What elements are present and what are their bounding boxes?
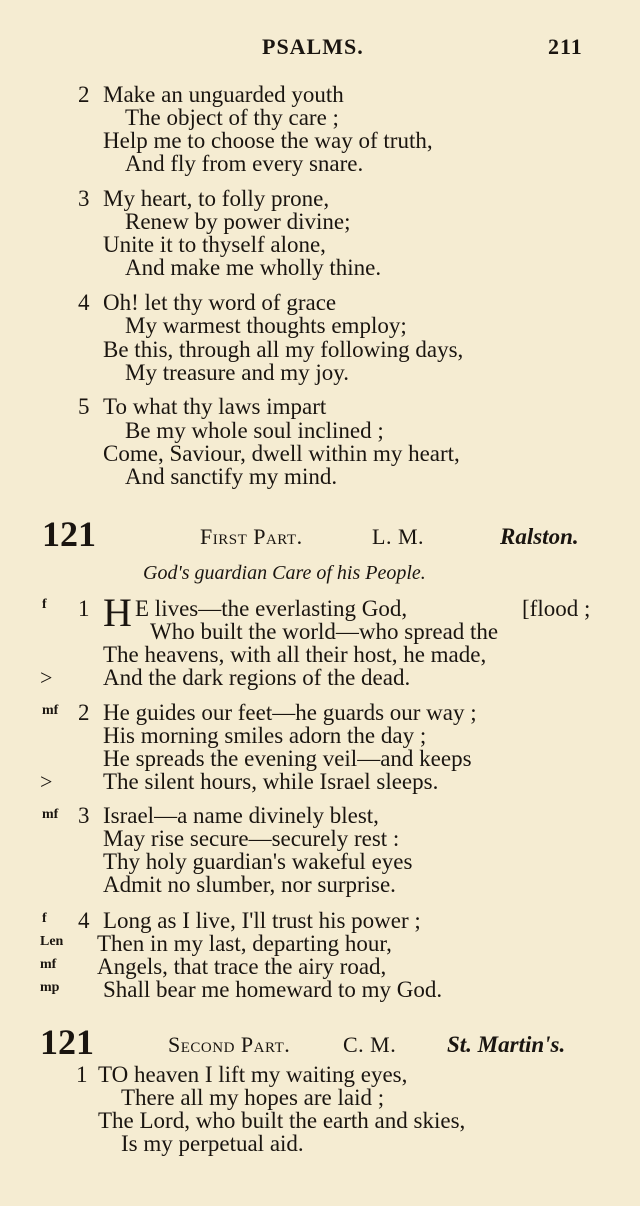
dynamic-mark: mf [40, 957, 57, 972]
verse-line: And the dark regions of the dead. [103, 665, 411, 690]
dynamic-mark: mf [42, 807, 59, 822]
verse-line: Come, Saviour, dwell within my heart, [103, 441, 460, 466]
verse-line: My warmest thoughts employ; [125, 313, 407, 338]
dynamic-mark: f [42, 911, 47, 926]
verse-line: Help me to choose the way of truth, [103, 128, 433, 153]
tune-name: St. Martin's. [447, 1032, 566, 1057]
hymn-part: Second Part. [168, 1032, 291, 1057]
verse-line: The Lord, who built the earth and skies, [98, 1108, 466, 1133]
verse-line: My heart, to folly prone, [103, 186, 330, 211]
hymn-meter: L. M. [372, 524, 424, 549]
verse-line: Long as I live, I'll trust his power ; [103, 908, 421, 933]
stanza-number: 4 [78, 908, 90, 933]
tune-name: Ralston. [500, 524, 579, 549]
verse-line: Is my perpetual aid. [121, 1131, 304, 1156]
hymn-number: 121 [40, 1022, 94, 1062]
dynamic-mark: mp [40, 980, 60, 995]
verse-line: Be this, through all my following days, [103, 337, 464, 362]
verse-line: The silent hours, while Israel sleeps. [103, 769, 439, 794]
verse-line: My treasure and my joy. [125, 360, 349, 385]
page-number: 211 [548, 34, 583, 59]
verse-line: His morning smiles adorn the day ; [103, 723, 427, 748]
stanza-number: 4 [78, 290, 90, 315]
verse-line: E lives—the everlasting God, [135, 596, 408, 621]
verse-line: And fly from every snare. [125, 151, 364, 176]
verse-line: And sanctify my mind. [125, 464, 338, 489]
hymn-subtitle: God's guardian Care of his People. [143, 562, 426, 584]
verse-line: Make an unguarded youth [103, 82, 344, 107]
dynamic-mark: Len [40, 934, 64, 949]
verse-line: Shall bear me homeward to my God. [103, 977, 443, 1002]
verse-line: Thy holy guardian's wakeful eyes [103, 849, 413, 874]
stanza-number: 2 [78, 82, 90, 107]
dynamic-mark: mf [42, 703, 59, 718]
verse-line: Angels, that trace the airy road, [97, 954, 387, 979]
verse-line: Israel—a name divinely blest, [103, 803, 379, 828]
verse-line: To what thy laws impart [103, 394, 327, 419]
drop-cap: H [103, 590, 132, 635]
verse-line: Oh! let thy word of grace [103, 290, 337, 315]
verse-overflow: [flood ; [522, 596, 591, 621]
hymn-meter: C. M. [343, 1032, 397, 1057]
stanza-number: 2 [78, 700, 90, 725]
verse-line: Renew by power divine; [125, 209, 351, 234]
stanza-number: 3 [78, 803, 90, 828]
verse-line: TO heaven I lift my waiting eyes, [98, 1062, 408, 1087]
verse-line: May rise secure—securely rest : [103, 826, 400, 851]
verse-line: And make me wholly thine. [125, 255, 382, 280]
stanza-number: 3 [78, 186, 90, 211]
hymn-number: 121 [42, 514, 96, 554]
stanza-number: 5 [78, 394, 90, 419]
verse-line: The heavens, with all their host, he made, [103, 642, 487, 667]
verse-line: He spreads the evening veil—and keeps [103, 746, 472, 771]
dynamic-mark: f [42, 597, 47, 612]
verse-line: Who built the world—who spread the [150, 619, 499, 644]
stanza-number: 1 [78, 596, 90, 621]
verse-line: He guides our feet—he guards our way ; [103, 700, 477, 725]
verse-line: Unite it to thyself alone, [103, 232, 326, 257]
running-title: PSALMS. [262, 34, 364, 59]
verse-line: Be my whole soul inclined ; [125, 418, 384, 443]
verse-line: Then in my last, departing hour, [97, 931, 392, 956]
verse-line: Admit no slumber, nor surprise. [103, 872, 396, 897]
verse-line: There all my hopes are laid ; [121, 1085, 385, 1110]
accent-mark: > [40, 769, 53, 794]
verse-line: The object of thy care ; [125, 105, 339, 130]
accent-mark: > [40, 665, 53, 690]
stanza-number: 1 [76, 1062, 88, 1087]
hymn-part: First Part. [200, 524, 303, 549]
